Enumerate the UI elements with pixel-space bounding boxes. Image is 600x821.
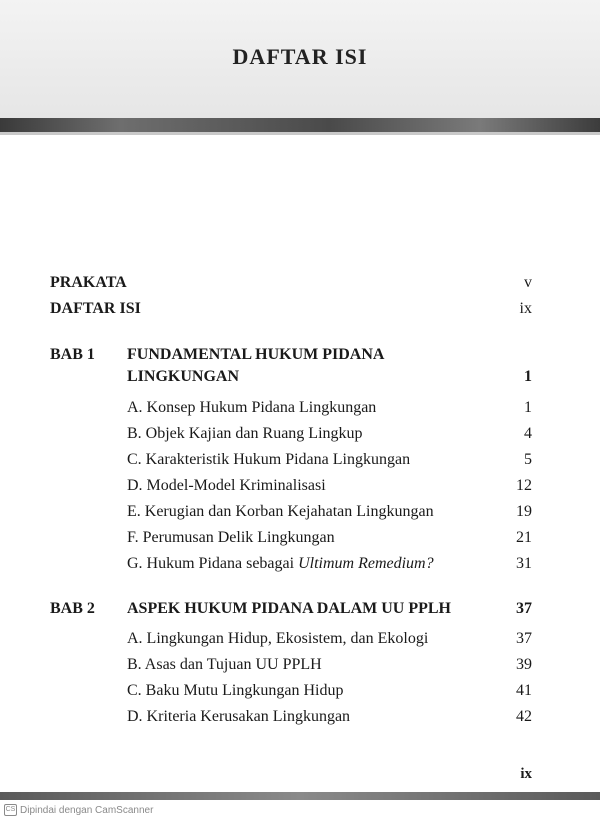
bab1-page: 1 — [524, 368, 532, 385]
bab1-item-a-label: A. Konsep Hukum Pidana Lingkungan — [127, 399, 377, 416]
page-title: DAFTAR ISI — [232, 44, 368, 69]
camscanner-icon: CS — [4, 804, 17, 816]
bab1-item-e-page: 19 — [516, 503, 532, 520]
bab1-item-f-page: 21 — [516, 529, 532, 546]
bab2-item-a-page: 37 — [516, 630, 532, 647]
bab1-item-g-page: 31 — [516, 555, 532, 572]
toc-prakata-label: PRAKATA — [50, 274, 127, 291]
bab2-page: 37 — [516, 600, 532, 617]
bab1-item-f-label: F. Perumusan Delik Lingkungan — [127, 529, 335, 546]
bab1-item-c-page: 5 — [524, 451, 532, 468]
bab2-number: BAB 2 — [50, 600, 95, 617]
bab2-title: ASPEK HUKUM PIDANA DALAM UU PPLH — [127, 600, 451, 617]
bab1-title-line2: LINGKUNGAN — [127, 368, 240, 385]
toc-prakata-page: v — [524, 274, 532, 291]
header-band — [0, 118, 600, 132]
toc-daftar-isi-label: DAFTAR ISI — [50, 300, 141, 317]
bab2-item-a-label: A. Lingkungan Hidup, Ekosistem, dan Ekologi — [127, 630, 429, 647]
bab1-item-d-page: 12 — [516, 477, 532, 494]
toc-daftar-isi-page: ix — [519, 300, 532, 317]
bab1-item-g-label — [127, 554, 434, 574]
bab2-item-d-label: D. Kriteria Kerusakan Lingkungan — [127, 708, 351, 725]
scanner-watermark — [4, 804, 153, 816]
bab1-item-a-page: 1 — [524, 399, 532, 416]
footer-band — [0, 792, 600, 800]
bab1-item-g-prefix: G. Hukum Pidana sebagai — [127, 555, 299, 572]
bab2-item-b-page: 39 — [516, 656, 532, 673]
bab1-item-b-page: 4 — [524, 425, 532, 442]
bab2-item-d-page: 42 — [516, 708, 532, 725]
bab1-title-line1: FUNDAMENTAL HUKUM PIDANA — [127, 346, 385, 363]
bab2-item-b-label: B. Asas dan Tujuan UU PPLH — [127, 656, 322, 673]
bab1-item-d-label: D. Model-Model Kriminalisasi — [127, 477, 326, 494]
bab2-item-c-page: 41 — [516, 682, 532, 699]
header-band-highlight — [0, 132, 600, 135]
bab1-item-e-label: E. Kerugian dan Korban Kejahatan Lingkungan — [127, 503, 434, 520]
bab1-item-b-label: B. Objek Kajian dan Ruang Lingkup — [127, 425, 363, 442]
footer-page-number: ix — [520, 766, 532, 782]
bab1-number: BAB 1 — [50, 346, 95, 363]
bab2-item-c-label: C. Baku Mutu Lingkungan Hidup — [127, 682, 344, 699]
bab1-item-g-italic: Ultimum Remedium? — [298, 555, 434, 572]
bab1-item-c-label: C. Karakteristik Hukum Pidana Lingkungan — [127, 451, 411, 468]
scanner-text: Dipindai dengan CamScanner — [20, 804, 154, 816]
